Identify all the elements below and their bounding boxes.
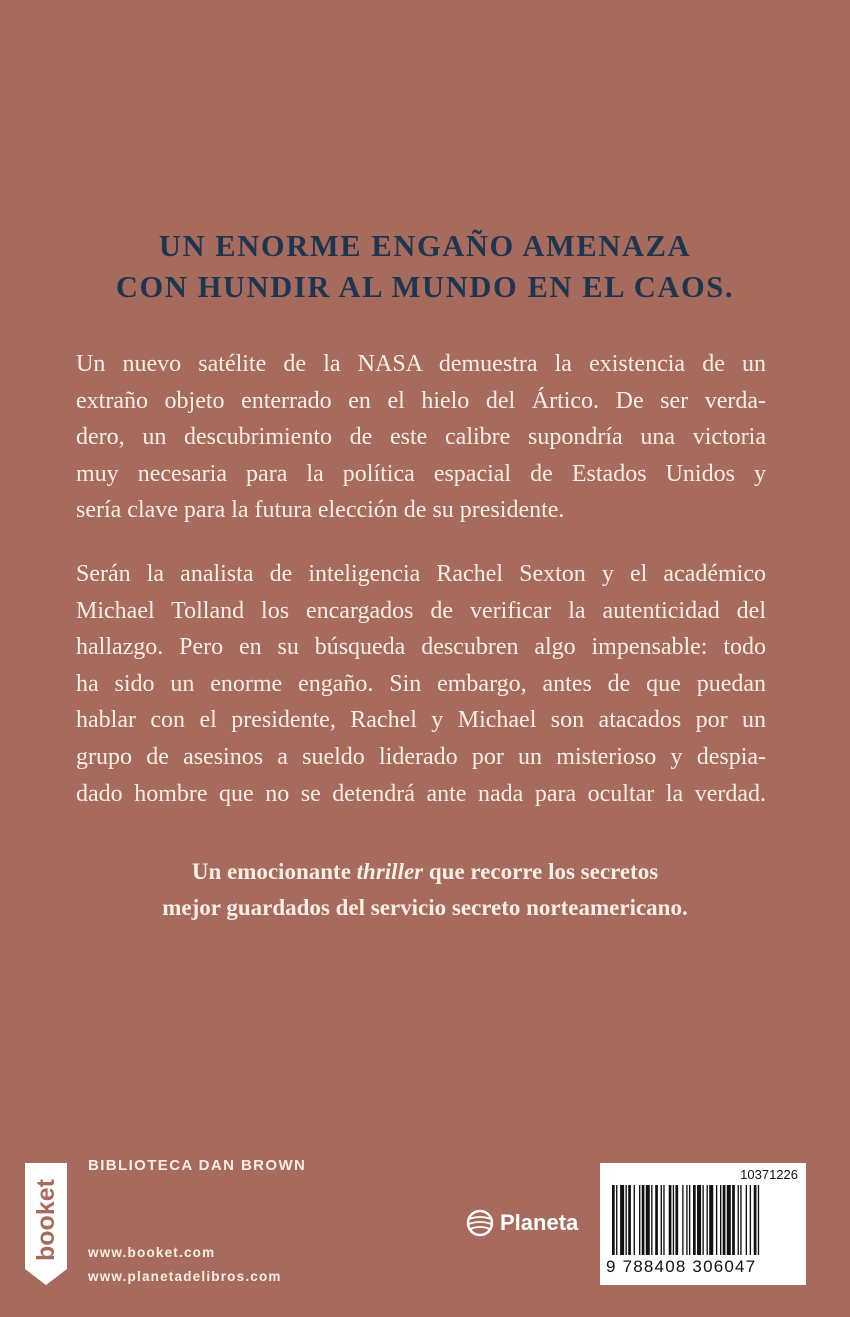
series-label: BIBLIOTECA DAN BROWN xyxy=(88,1157,307,1174)
booket-logo-icon xyxy=(23,1157,71,1287)
barcode-bar xyxy=(738,1185,739,1255)
paragraph-line: Un nuevo satélite de la NASA demuestra la existencia de un xyxy=(76,351,766,377)
barcode-code: 10371226 xyxy=(740,1167,798,1182)
barcode-bar xyxy=(720,1185,721,1255)
barcode-bar xyxy=(686,1185,687,1255)
tagline-line-1 xyxy=(0,854,850,890)
paragraph-line: hablar con el presidente, Rachel y Michael son atacados por un xyxy=(76,707,766,734)
barcode-bar xyxy=(616,1185,617,1255)
barcode-bar xyxy=(723,1185,726,1255)
barcode-bar xyxy=(746,1185,747,1255)
paragraph-line: extraño objeto enterrado en el hielo del Ártico. De ser verda- xyxy=(76,387,766,414)
paragraph-line: Michael Tolland los encargados de verificar la autenticidad del xyxy=(76,597,766,624)
barcode-bar xyxy=(663,1185,664,1255)
booket-url[interactable]: www.booket.com xyxy=(88,1245,216,1260)
barcode-bar xyxy=(620,1185,624,1255)
headline xyxy=(0,226,850,308)
barcode-bar xyxy=(693,1185,696,1255)
tagline-post: que recorre los secretos xyxy=(423,859,659,884)
paragraph-line: dado hombre que no se detendrá ante nada para ocultar la verdad. xyxy=(76,780,766,807)
barcode-bar xyxy=(612,1185,615,1255)
barcode-isbn: 9 788408 306047 xyxy=(606,1257,757,1276)
planetadelibros-url[interactable]: www.planetadelibros.com xyxy=(88,1269,282,1284)
barcode-bar xyxy=(655,1185,658,1255)
headline-line-1: UN ENORME ENGAÑO AMENAZA xyxy=(158,229,692,263)
paragraph-line: Serán la analista de inteligencia Rachel Sexton y el académico xyxy=(76,561,766,587)
barcode-bar xyxy=(673,1185,674,1255)
barcode-bar xyxy=(754,1185,757,1255)
barcode-bar xyxy=(639,1185,640,1255)
barcode-bar xyxy=(709,1185,713,1255)
barcode-bar xyxy=(628,1185,631,1255)
barcode-bar xyxy=(642,1185,645,1255)
barcode-bar xyxy=(732,1185,735,1255)
barcode-bar xyxy=(675,1185,678,1255)
barcode-bar xyxy=(661,1185,662,1255)
barcode-bar xyxy=(697,1185,701,1255)
barcode-bar xyxy=(750,1185,751,1255)
barcode-bars xyxy=(606,1185,800,1255)
planeta-logo-text: Planeta xyxy=(500,1210,579,1235)
booket-logo xyxy=(23,1157,71,1287)
headline-line-2: CON HUNDIR AL MUNDO EN EL CAOS. xyxy=(115,270,735,304)
barcode-bar xyxy=(707,1185,708,1255)
barcode-bar xyxy=(651,1185,652,1255)
barcode-bar xyxy=(634,1185,635,1255)
barcode-bar xyxy=(689,1185,690,1255)
paragraph-line: hallazgo. Pero en su búsqueda descubren algo impensable: todo xyxy=(76,634,766,661)
website-links xyxy=(88,1241,282,1289)
paragraph-line: muy necesaria para la política espacial de Estados Unidos y xyxy=(76,460,766,487)
barcode-bar xyxy=(740,1185,741,1255)
barcode-bar xyxy=(669,1185,672,1255)
planeta-logo xyxy=(466,1203,596,1243)
paragraph-line: grupo de asesinos a sueldo liderado por un misterioso y despia- xyxy=(76,743,766,770)
booket-logo-text: booket xyxy=(32,1179,60,1261)
barcode-bar xyxy=(626,1185,627,1255)
barcode-bar xyxy=(758,1185,759,1255)
tagline-pre: Un emocionante xyxy=(191,859,357,884)
barcode-bar xyxy=(682,1185,683,1255)
synopsis-paragraph-1 xyxy=(76,346,766,529)
barcode xyxy=(600,1163,806,1285)
barcode-bar xyxy=(702,1185,703,1255)
barcode-bar xyxy=(716,1185,717,1255)
paragraph-line: sería clave para la futura elección de su presidente. xyxy=(76,497,565,524)
planeta-globe-icon xyxy=(466,1209,494,1237)
paragraph-line: ha sido un enorme engaño. Sin embargo, antes de que puedan xyxy=(76,670,766,697)
tagline-line-2: mejor guardados del servicio secreto norteamericano. xyxy=(162,895,688,920)
tagline xyxy=(0,854,850,926)
paragraph-line: dero, un descubrimiento de este calibre supondría una victoria xyxy=(76,424,766,451)
synopsis-paragraph-2 xyxy=(76,556,766,812)
barcode-bar xyxy=(727,1185,731,1255)
barcode-bar xyxy=(646,1185,650,1255)
tagline-italic: thriller xyxy=(356,859,424,884)
